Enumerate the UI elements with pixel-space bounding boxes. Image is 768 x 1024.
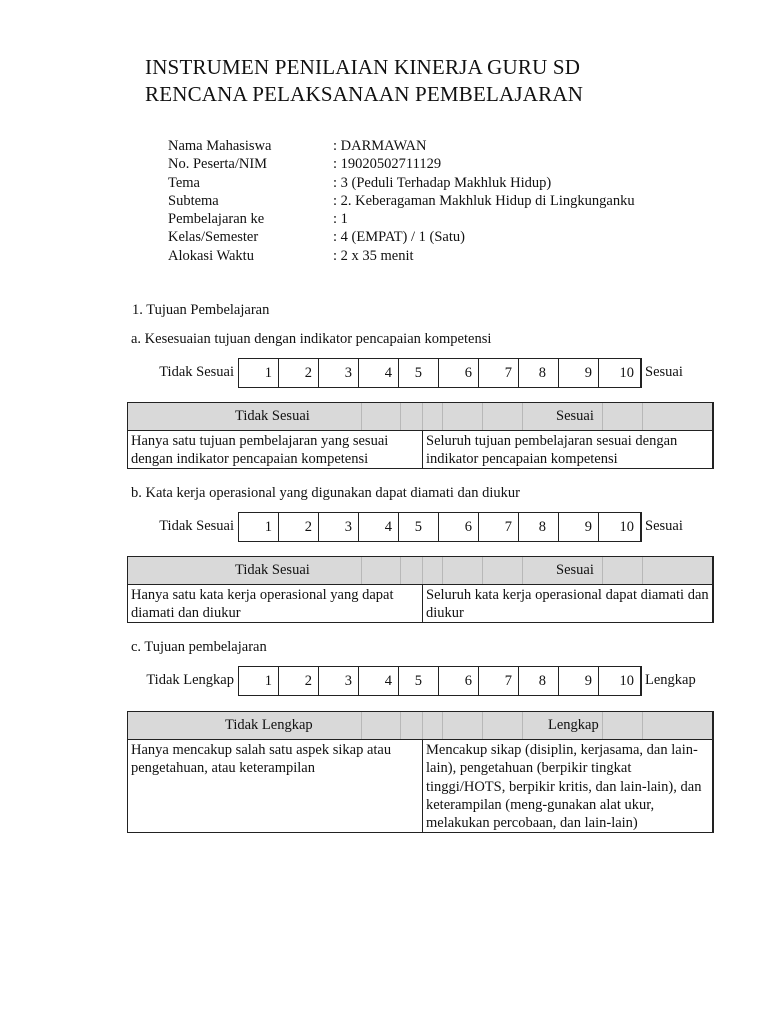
info-label: Alokasi Waktu: [168, 247, 254, 264]
criteria-desc-right: Seluruh kata kerja operasional dapat diamati dan diukur: [426, 587, 709, 622]
rating-scale-c: [0, 666, 768, 696]
criteria-body: [128, 431, 712, 468]
scale-max-label: Lengkap: [645, 672, 696, 688]
score-option-9[interactable]: 9: [559, 513, 599, 541]
question-b: b. Kata kerja operasional yang digunakan dapat diamati dan diukur: [131, 485, 520, 501]
score-option-1[interactable]: 1: [239, 359, 279, 387]
scale-grid: [238, 358, 642, 388]
criteria-desc-right: Mencakup sikap (disiplin, kerjasama, dan lain-lain), pengetahuan (berpikir tingkat tinggi/HOTS, berpikir kritis, dan lain-lain), dan keterampilan (meng-gunakan alat ukur, melakukan percobaan, dan lain-lain): [426, 742, 702, 832]
criteria-header: [128, 557, 712, 585]
criteria-head-right: Lengkap: [548, 717, 599, 733]
info-value: : 2 x 35 menit: [333, 247, 414, 264]
criteria-body: [128, 740, 712, 832]
score-option-4[interactable]: 4: [359, 513, 399, 541]
scale-max-label: Sesuai: [645, 364, 683, 380]
score-option-3[interactable]: 3: [319, 667, 359, 695]
score-option-2[interactable]: 2: [279, 667, 319, 695]
info-value: : 19020502711129: [333, 156, 442, 173]
score-option-5[interactable]: 5: [399, 359, 439, 387]
criteria-table-b: [127, 556, 714, 623]
section-heading: 1. Tujuan Pembelajaran: [132, 302, 270, 318]
criteria-table-c: [127, 711, 714, 833]
info-label: Tema: [168, 174, 200, 191]
info-label: Pembelajaran ke: [168, 211, 265, 228]
info-value: : 4 (EMPAT) / 1 (Satu): [333, 229, 465, 246]
scale-max-label: Sesuai: [645, 518, 683, 534]
info-value: : 2. Keberagaman Makhluk Hidup di Lingkunganku: [333, 192, 635, 209]
criteria-header: [128, 403, 712, 431]
scale-min-label: Tidak Sesuai: [159, 364, 234, 380]
scale-min-label: Tidak Lengkap: [146, 672, 234, 688]
score-option-4[interactable]: 4: [359, 359, 399, 387]
score-option-8[interactable]: 8: [519, 513, 559, 541]
rating-scale-a: [0, 358, 768, 388]
score-option-10[interactable]: 10: [619, 673, 634, 689]
score-option-2[interactable]: 2: [279, 513, 319, 541]
score-option-8[interactable]: 8: [519, 667, 559, 695]
criteria-head-left: Tidak Lengkap: [225, 717, 313, 733]
document-subtitle: RENCANA PELAKSANAAN PEMBELAJARAN: [145, 82, 584, 106]
criteria-desc-right: Seluruh tujuan pembelajaran sesuai dengan indikator pencapaian kompetensi: [426, 433, 678, 468]
criteria-desc-left: Hanya satu kata kerja operasional yang dapat diamati dan diukur: [131, 587, 394, 622]
score-option-6[interactable]: 6: [439, 513, 479, 541]
scale-grid: [238, 512, 642, 542]
criteria-body: [128, 585, 712, 622]
score-option-6[interactable]: 6: [439, 359, 479, 387]
question-a: a. Kesesuaian tujuan dengan indikator pencapaian kompetensi: [131, 331, 492, 347]
info-label: Kelas/Semester: [168, 229, 259, 246]
score-option-6[interactable]: 6: [439, 667, 479, 695]
score-option-8[interactable]: 8: [519, 359, 559, 387]
score-option-10[interactable]: 10: [619, 519, 634, 535]
score-option-3[interactable]: 3: [319, 359, 359, 387]
score-option-7[interactable]: 7: [479, 667, 519, 695]
score-option-2[interactable]: 2: [279, 359, 319, 387]
info-label: Subtema: [168, 192, 219, 209]
score-option-1[interactable]: 1: [239, 513, 279, 541]
info-value: : DARMAWAN: [333, 138, 427, 154]
score-option-5[interactable]: 5: [399, 513, 439, 541]
score-option-9[interactable]: 9: [559, 359, 599, 387]
criteria-head-right: Sesuai: [556, 562, 594, 578]
criteria-desc-left: Hanya satu tujuan pembelajaran yang sesuai dengan indikator pencapaian kompetensi: [131, 433, 389, 468]
criteria-head-right: Sesuai: [556, 408, 594, 424]
info-value: : 3 (Peduli Terhadap Makhluk Hidup): [333, 174, 552, 191]
score-option-9[interactable]: 9: [559, 667, 599, 695]
criteria-head-left: Tidak Sesuai: [235, 408, 310, 424]
criteria-table-a: [127, 402, 714, 469]
score-option-10[interactable]: 10: [619, 365, 634, 381]
criteria-head-left: Tidak Sesuai: [235, 562, 310, 578]
criteria-desc-left: Hanya mencakup salah satu aspek sikap atau pengetahuan, atau keterampilan: [131, 742, 392, 777]
scale-grid: [238, 666, 642, 696]
score-option-7[interactable]: 7: [479, 513, 519, 541]
score-option-5[interactable]: 5: [399, 667, 439, 695]
score-option-1[interactable]: 1: [239, 667, 279, 695]
info-label: Nama Mahasiswa: [168, 138, 272, 154]
rating-scale-b: [0, 512, 768, 542]
info-value: : 1: [333, 211, 348, 228]
score-option-4[interactable]: 4: [359, 667, 399, 695]
document-title: INSTRUMEN PENILAIAN KINERJA GURU SD: [145, 55, 581, 79]
score-option-3[interactable]: 3: [319, 513, 359, 541]
question-c: c. Tujuan pembelajaran: [131, 639, 267, 655]
score-option-7[interactable]: 7: [479, 359, 519, 387]
info-label: No. Peserta/NIM: [168, 156, 268, 173]
criteria-header: [128, 712, 712, 740]
scale-min-label: Tidak Sesuai: [159, 518, 234, 534]
